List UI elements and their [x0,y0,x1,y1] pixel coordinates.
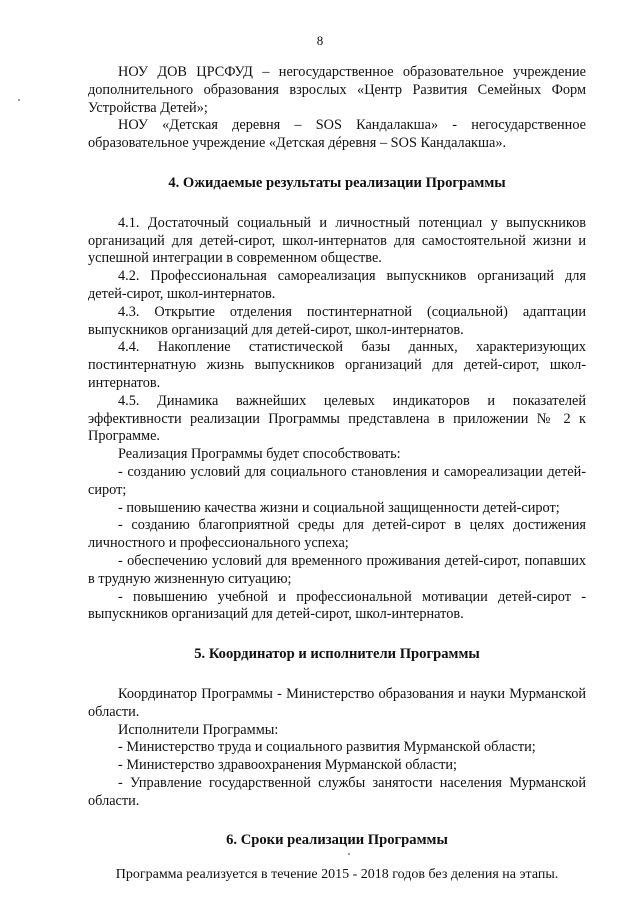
result-item-4-3: 4.3. Открытие отделения постинтернатной (социальной) адаптации выпускников организаций для детей-сирот, школ-интернатов. [88,303,586,338]
contribution-item: - повышению учебной и профессиональной мотивации детей-сирот - выпускников организаций для детей-сирот, школ-интернатов. [88,588,586,623]
scan-mark [348,853,350,855]
section-4-title: 4. Ожидаемые результаты реализации Программы [168,174,506,191]
intro-paragraph-1: НОУ ДОВ ЦРСФУД – негосударственное образовательное учреждение дополнительного образования взрослых «Центр Развития Семейных Форм Устройства Детей»; [88,64,586,116]
contribution-item: - повышению качества жизни и социальной защищенности детей-сирот; [118,499,560,516]
executor-item: - Управление государственной службы занятости населения Мурманской области. [88,774,586,809]
contribution-lead: Реализация Программы будет способствовать: [118,446,401,463]
document-body [88,64,586,884]
page-number: 8 [316,33,324,48]
contribution-item: - обеспечению условий для временного проживания детей-сирот, попавших в трудную жизненную ситуацию; [88,552,586,587]
contribution-item: - созданию условий для социального становления и самореализации детей-сирот; [88,463,586,498]
executors-lead: Исполнители Программы: [118,721,279,738]
timeline-paragraph: Программа реализуется в течение 2015 - 2018 годов без деления на этапы. [115,867,559,883]
executor-item: - Министерство труда и социального развития Мурманской области; [118,739,536,756]
intro-paragraph-2: НОУ «Детская деревня – SOS Кандалакша» - негосударственное образовательное учреждение «Детская дéревня – SOS Кандалакша». [88,117,586,152]
scan-mark [18,99,20,101]
contribution-item: - созданию благоприятной среды для детей-сирот в целях достижения личностного и профессионального успеха; [88,517,586,552]
section-6-title: 6. Сроки реализации Программы [226,832,448,849]
coordinator-paragraph: Координатор Программы - Министерство образования и науки Мурманской области. [88,685,586,720]
result-item-4-2: 4.2. Профессиональная самореализация выпускников организаций для детей-сирот, школ-интернатов. [88,268,586,302]
result-item-4-4: 4.4. Накопление статистической базы данных, характеризующих постинтернатную жизнь выпускников организаций для детей-сирот, школ-интернатов. [88,339,586,391]
result-item-4-1: 4.1. Достаточный социальный и личностный потенциал у выпускников организаций для детей-сирот, школ-интернатов для самостоятельной жизни и успешной интеграции в современном обществе. [88,214,586,267]
executor-item: - Министерство здравоохранения Мурманской области; [118,757,457,774]
section-5-title: 5. Координатор и исполнители Программы [194,646,480,663]
result-item-4-5: 4.5. Динамика важнейших целевых индикаторов и показателей эффективности реализации Программы представлена в приложении № 2 к Программе. [88,392,586,445]
